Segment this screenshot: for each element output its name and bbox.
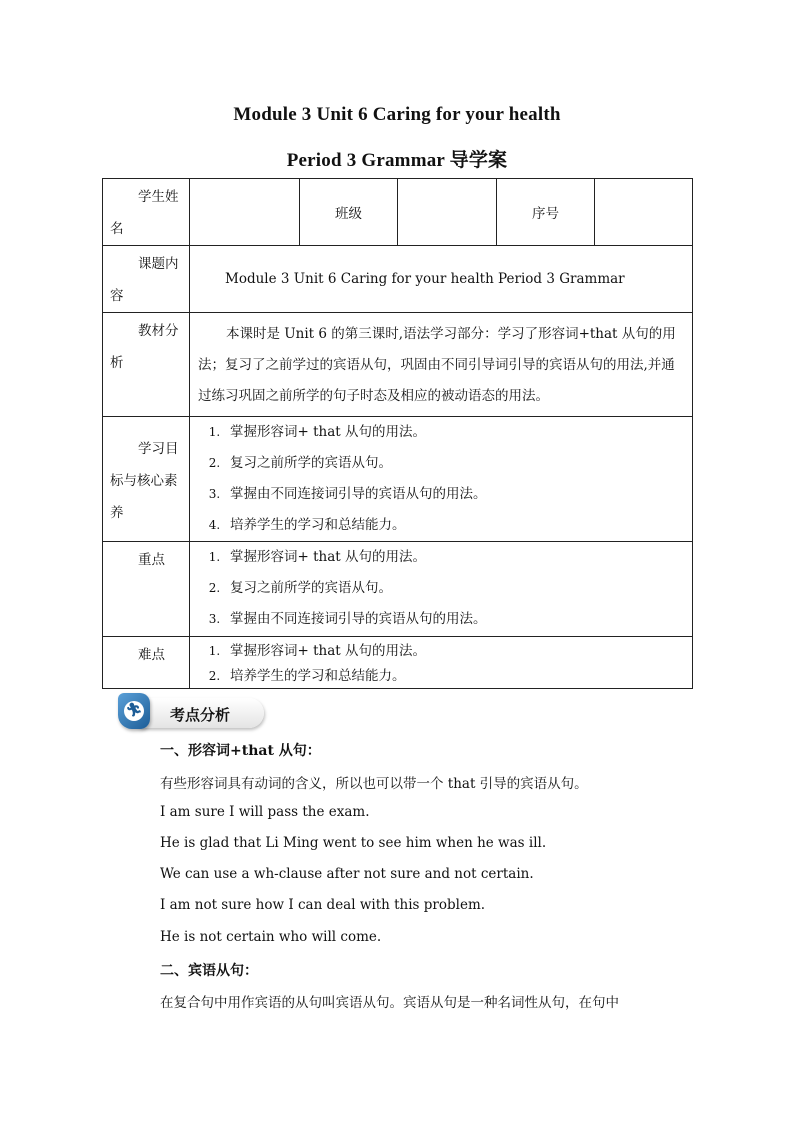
student-name-cell[interactable] — [190, 179, 300, 246]
section1-heading: 一、形容词+that 从句： — [160, 743, 321, 759]
key-points-label: 重点 — [103, 542, 190, 637]
document-subtitle: Period 3 Grammar 导学案 — [286, 150, 508, 171]
goal-item: 4. 培养学生的学习和总结能力。 — [224, 510, 692, 541]
section-tag-label: 考点分析 — [170, 706, 231, 724]
goals-cell — [190, 417, 693, 542]
content-value — [190, 246, 693, 313]
example-sentence: He is glad that Li Ming went to see him when he was ill. — [160, 835, 547, 851]
content-label: 课题内容 — [103, 246, 190, 313]
example-sentence: I am sure I will pass the exam. — [160, 804, 370, 820]
seat-number-cell[interactable] — [595, 179, 693, 246]
goals-label: 学习目标与核心素养 — [103, 417, 190, 542]
example-sentence: We can use a wh-clause after not sure and not certain. — [160, 866, 534, 882]
key-point-item: 1. 掌握形容词+ that 从句的用法。 — [224, 542, 692, 573]
difficulty-item: 2. 培养学生的学习和总结能力。 — [224, 665, 692, 687]
section1-intro: 有些形容词具有动词的含义，所以也可以带一个 that 引导的宾语从句。 — [160, 776, 588, 792]
content-text: Module 3 Unit 6 Caring for your health Period 3 Grammar — [225, 271, 625, 287]
runner-icon: 🏃︎ — [118, 693, 150, 729]
class-label: 班级 — [300, 179, 398, 246]
section2-heading: 二、宾语从句： — [160, 963, 258, 979]
student-name-label: 学生姓名 — [103, 179, 190, 246]
difficulty-item: 1. 掌握形容词+ that 从句的用法。 — [224, 637, 692, 665]
goal-item: 2. 复习之前所学的宾语从句。 — [224, 448, 692, 479]
analysis-text: 本课时是 Unit 6 的第三课时,语法学习部分：学习了形容词+that 从句的用法；复习了之前学过的宾语从句，巩固由不同引导词引导的宾语从句的用法,并通过练习巩固之前所学的句子时态及相应的被动语态的用法。 — [190, 313, 693, 417]
key-points-cell — [190, 542, 693, 637]
goal-item: 3. 掌握由不同连接词引导的宾语从句的用法。 — [224, 479, 692, 510]
seat-number-label: 序号 — [497, 179, 595, 246]
key-point-item: 2. 复习之前所学的宾语从句。 — [224, 573, 692, 604]
key-point-item: 3. 掌握由不同连接词引导的宾语从句的用法。 — [224, 604, 692, 635]
goals-list — [190, 417, 692, 541]
example-sentence: He is not certain who will come. — [160, 929, 382, 945]
analysis-label: 教材分析 — [103, 313, 190, 417]
document-title: Module 3 Unit 6 Caring for your health — [233, 104, 561, 125]
section2-intro: 在复合句中用作宾语的从句叫宾语从句。宾语从句是一种名词性从句，在句中 — [160, 995, 619, 1011]
difficulty-label: 难点 — [103, 637, 190, 689]
section-tag — [118, 693, 268, 733]
key-points-list — [190, 542, 692, 635]
difficulty-cell — [190, 637, 693, 689]
example-sentence: I am not sure how I can deal with this problem. — [160, 897, 486, 913]
lesson-info-table — [102, 178, 693, 689]
goal-item: 1. 掌握形容词+ that 从句的用法。 — [224, 417, 692, 448]
difficulty-list — [190, 637, 692, 687]
class-cell[interactable] — [398, 179, 497, 246]
